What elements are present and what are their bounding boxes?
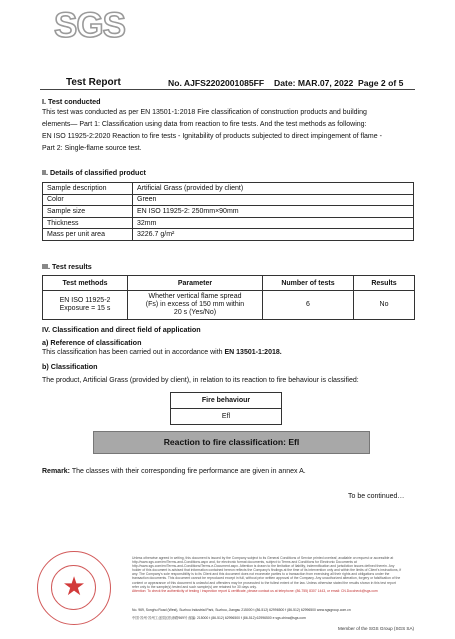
classification-text: The product, Artificial Grass (provided by client), in relation to its reaction to fire behaviour is classified: xyxy=(42,377,359,384)
body-line: This test was conducted as per EN 13501-1:2018 Fire classification of construction products and building xyxy=(42,109,367,116)
reference-heading: a) Reference of classification xyxy=(42,338,142,347)
classification-banner: Reaction to fire classification: Efl xyxy=(93,431,370,454)
column-header: Parameter xyxy=(128,276,263,291)
report-title: Test Report xyxy=(66,77,121,88)
table-row xyxy=(43,229,414,241)
reference-standard: EN 13501-1:2018. xyxy=(224,349,282,356)
row-value: Green xyxy=(133,194,414,206)
section-product-details-heading: II. Details of classified product xyxy=(42,168,146,177)
fire-behaviour-header: Fire behaviour xyxy=(171,393,282,409)
body-line: Part 2: Single-flame source test. xyxy=(42,145,142,152)
cell-line: Whether vertical flame spread xyxy=(148,292,242,300)
remark xyxy=(42,466,414,478)
report-number: No. AJFS2202001085FF xyxy=(168,78,265,88)
section-test-conducted-heading: I. Test conducted xyxy=(42,97,101,106)
page-number: Page 2 of 5 xyxy=(358,78,404,88)
fire-behaviour-table xyxy=(170,392,282,425)
row-value: 3226.7 g/m² xyxy=(133,229,414,241)
cell-line: Exposure = 15 s xyxy=(59,305,111,312)
test-results-table xyxy=(42,275,415,320)
remark-label: Remark: xyxy=(42,468,71,475)
table-header-row xyxy=(171,393,282,409)
legal-fine-print xyxy=(132,556,402,593)
remark-text: The classes with their corresponding fire performance are given in annex A. xyxy=(70,468,306,475)
reference-text xyxy=(42,347,414,359)
row-value: 32mm xyxy=(133,217,414,229)
table-row xyxy=(43,206,414,218)
section-test-results-heading: III. Test results xyxy=(42,262,92,271)
test-method-cell xyxy=(43,291,128,320)
reference-text-plain: This classification has been carried out in accordance with xyxy=(42,349,225,356)
table-row xyxy=(43,217,414,229)
row-key: Mass per unit area xyxy=(43,229,133,241)
report-date: Date: MAR.07, 2022 xyxy=(274,78,354,88)
to-be-continued: To be continued… xyxy=(348,493,405,500)
authenticity-notice: Attention: To check the authenticity of testing / inspection report & certificate, please contact us at telephone: (86-755) 8307 1443, or email: CN.Doccheck@sgs.com xyxy=(132,588,378,593)
parameter-cell xyxy=(128,291,263,320)
table-row xyxy=(43,183,414,195)
row-key: Sample size xyxy=(43,206,133,218)
cell-line: 20 s (Yes/No) xyxy=(173,309,217,317)
terms-text: Unless otherwise agreed in writing, this document is issued by the Company subject to its General Conditions of Service printed overleaf, available on request or accessible at http://www.sgs.com/en/Terms-and-Conditions.aspx and, for electronic format documents, subject to Terms and Conditions for Electronic Documents at http://www.sgs.com/en/Terms-and-Conditions/Terms-e-Document.aspx. Attention is drawn to the limitation of liability, indemnification and jurisdiction issues defined therein. Any holder of this document is advised that information contained hereon reflects the Company's findings at the time of its intervention only and within the limits of Client's instructions, if any. The Company's sole responsibility is to its Client and this document does not exonerate parties to a transaction from exercising all their rights and obligations under the transaction documents. This document cannot be reproduced except in full, without prior written approval of the Company. Any unauthorized alteration, forgery or falsification of the content or appearance of this document is unlawful and offenders may be prosecuted to the fullest extent of the law. Unless otherwise stated the results shown in this test report refer only to the sample(s) tested and such sample(s) are retained for 30 days only. xyxy=(132,556,402,589)
table-header-row xyxy=(43,276,415,291)
column-header: Results xyxy=(354,276,415,291)
row-value: EN ISO 11925-2: 250mm×90mm xyxy=(133,206,414,218)
section-test-conducted-body xyxy=(42,107,414,155)
table-row xyxy=(171,409,282,425)
table-row xyxy=(43,291,415,320)
cell-line: EN ISO 11925-2 xyxy=(59,296,111,304)
row-value: Artificial Grass (provided by client) xyxy=(133,183,414,195)
address-line-chinese: 中国·苏州·苏州工业园区松涛路969号 邮编: 215000 t (86-512) 62996500 f (86-512) 62996500 e sgs.china@sgs.com xyxy=(132,616,306,620)
body-line: elements— Part 1: Classification using data from reaction to fire tests. And the test methods as following: xyxy=(42,121,367,128)
company-seal-stamp xyxy=(37,551,111,625)
row-key: Sample description xyxy=(43,183,133,195)
table-row xyxy=(43,194,414,206)
fire-behaviour-value: Efl xyxy=(171,409,282,425)
row-key: Thickness xyxy=(43,217,133,229)
result-cell: No xyxy=(354,291,415,320)
member-of-sgs-group: Member of the SGS Group (SGS SA) xyxy=(338,626,415,631)
section-classification-heading: IV. Classification and direct field of application xyxy=(42,325,201,334)
row-key: Color xyxy=(43,194,133,206)
header-rule xyxy=(40,89,415,90)
address-line-english: No. 969, Songhu Road (West), Suzhou Industrial Park, Suzhou, Jiangsu 215000 t (86-512) 62996500 f (86-512) 62996500 www.sgsgroup.com.cn xyxy=(132,608,351,612)
classification-heading: b) Classification xyxy=(42,362,98,371)
body-line: EN ISO 11925-2:2020 Reaction to fire tests - Ignitability of products subjected to direct impingement of flame - xyxy=(42,133,382,140)
number-of-tests-cell: 6 xyxy=(263,291,354,320)
cell-line: (Fs) in excess of 150 mm within xyxy=(145,300,245,308)
sgs-logo: SGS xyxy=(54,6,125,45)
product-details-table xyxy=(42,182,414,241)
column-header: Test methods xyxy=(43,276,128,291)
column-header: Number of tests xyxy=(263,276,354,291)
star-icon: ★ xyxy=(62,571,86,601)
